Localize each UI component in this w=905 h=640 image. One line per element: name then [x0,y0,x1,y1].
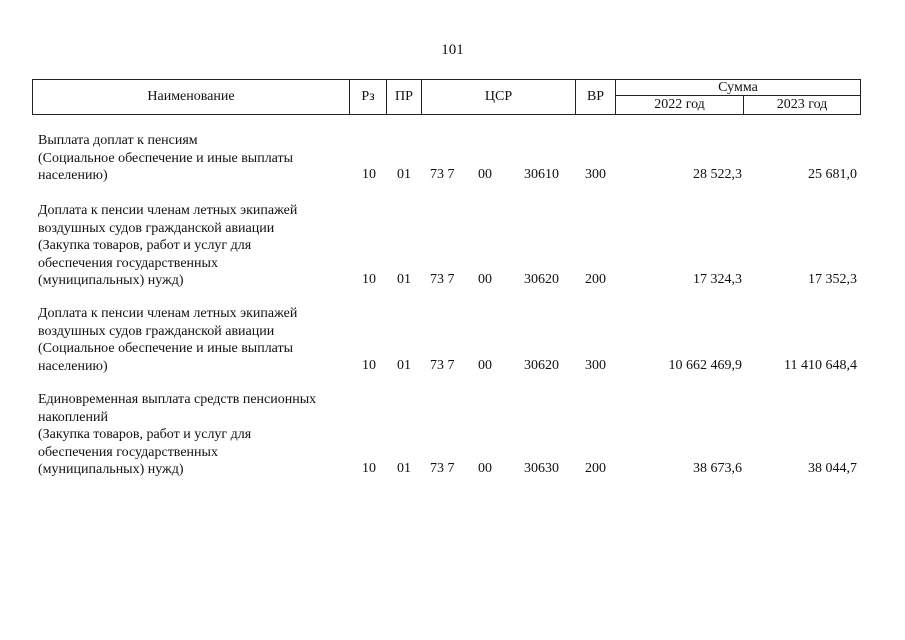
row-rz: 10 [362,167,376,182]
header-year-2022: 2022 год [616,96,744,114]
row-vr: 200 [585,461,606,476]
row-sum-2022: 17 324,3 [693,272,742,287]
row-rz: 10 [362,461,376,476]
row-rz: 10 [362,358,376,373]
row-sum-2023: 38 044,7 [808,461,857,476]
row-name [38,132,353,185]
row-name-line: (муниципальных) нужд) [38,273,184,289]
row-sum-2023: 11 410 648,4 [784,358,857,373]
row-csr-program: 73 7 [430,358,455,373]
row-sum-2022: 38 673,6 [693,461,742,476]
row-sum-2023: 17 352,3 [808,272,857,287]
row-pr: 01 [397,358,411,373]
row-csr-program: 73 7 [430,272,455,287]
row-name-line: Единовременная выплата средств пенсионных [38,392,317,407]
header-csr: ЦСР [422,80,576,114]
row-name [38,391,353,479]
row-csr-sub: 00 [478,272,492,287]
row-name-line: (Закупка товаров, работ и услуг для [38,427,252,443]
row-sum-2022: 28 522,3 [693,167,742,182]
row-csr-code: 30620 [524,358,559,373]
row-vr: 300 [585,358,606,373]
row-pr: 01 [397,167,411,182]
row-name-line: воздушных судов гражданской авиации [38,220,275,236]
row-csr-code: 30630 [524,461,559,476]
row-pr: 01 [397,272,411,287]
row-name-line: (Социальное обеспечение и иные выплаты [38,341,294,357]
row-name-line: (Закупка товаров, работ и услуг для [38,238,252,254]
row-csr-sub: 00 [478,358,492,373]
row-pr: 01 [397,461,411,476]
header-pr: ПР [387,80,422,114]
row-name-line: (муниципальных) нужд) [38,462,184,478]
header-sum-group [616,80,860,114]
row-csr-code: 30610 [524,167,559,182]
row-rz: 10 [362,272,376,287]
row-csr-sub: 00 [478,461,492,476]
row-name-line: населению) [38,168,108,184]
table-header [32,79,861,115]
row-name [38,305,353,375]
row-name-line: накоплений [38,409,108,425]
row-csr-code: 30620 [524,272,559,287]
row-name-line: воздушных судов гражданской авиации [38,323,275,339]
header-rz: Рз [350,80,387,114]
row-csr-program: 73 7 [430,461,455,476]
row-name-line: Выплата доплат к пенсиям [38,133,198,148]
header-vr: ВР [576,80,616,114]
page-number: 101 [441,42,464,58]
row-name-line: обеспечения государственных [38,255,218,271]
row-name-line: Доплата к пенсии членам летных экипажей [38,306,298,321]
row-name [38,202,353,290]
row-name-line: населению) [38,358,108,374]
header-name: Наименование [33,80,350,114]
row-csr-sub: 00 [478,167,492,182]
header-sum: Сумма [616,80,860,96]
row-sum-2022: 10 662 469,9 [668,358,742,373]
row-vr: 200 [585,272,606,287]
row-vr: 300 [585,167,606,182]
row-name-line: (Социальное обеспечение и иные выплаты [38,150,294,166]
row-csr-program: 73 7 [430,167,455,182]
row-sum-2023: 25 681,0 [808,167,857,182]
row-name-line: обеспечения государственных [38,444,218,460]
row-name-line: Доплата к пенсии членам летных экипажей [38,203,298,218]
header-year-2023: 2023 год [776,97,828,112]
